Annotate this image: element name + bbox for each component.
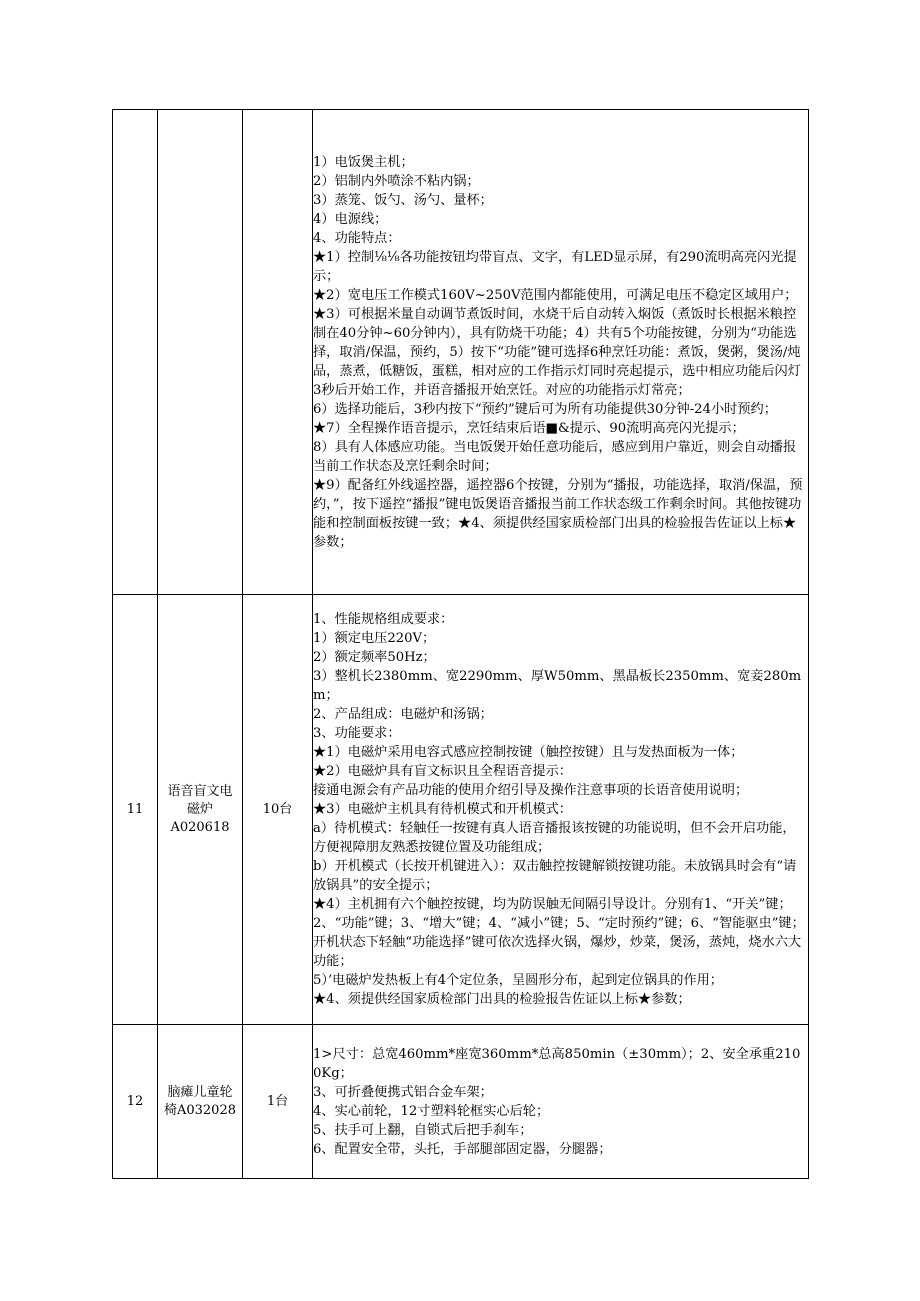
spec-line: 4）电源线； [313, 211, 388, 227]
row-number-cell: 11 [113, 595, 158, 1025]
item-name-line: 脑瘫儿童轮 [167, 1084, 233, 1100]
spec-line: 4、实心前轮，12寸塑料轮框实心后轮； [313, 1103, 550, 1119]
row-number-cell: 12 [113, 1025, 158, 1179]
table-row [113, 1025, 809, 1179]
spec-line: 接通电源会有产品功能的使用介绍引导及操作注意事项的长语音使用说明； [313, 783, 749, 798]
spec-line: 5）’电磁炉发热板上有4个定位条，呈圆形分布，起到定位锅具的作用； [313, 973, 723, 988]
spec-line: 3）整机长2380mm、宽2290mm、厚W50mm、黑晶板长2350mm、宽妾280mm； [313, 669, 802, 703]
table-row [113, 595, 809, 1025]
item-name-cell [158, 110, 243, 595]
spec-line: ★4、须提供经国家质检部门出具的检验报告佐证以上标★参数； [313, 992, 691, 1007]
quantity-cell: 10台 [243, 595, 313, 1025]
spec-line: 1）电饭煲主机； [313, 154, 414, 170]
spec-line: b）开机模式（长按开机键进入）：双击触控按键解锁按键功能。未放锅具时会有“请放锅具”的安全提示； [313, 859, 797, 893]
spec-line: 2、产品组成：电磁炉和汤锅； [313, 707, 493, 722]
spec-line: ★7）全程操作语音提示，烹饪结束后语■&提示、90流明高亮闪光提示； [313, 420, 745, 436]
item-name-cell [158, 1025, 243, 1179]
spec-cell [313, 110, 809, 595]
item-name-line: A020618 [170, 819, 230, 835]
row-number-cell [113, 110, 158, 595]
spec-line: 1>尺寸：总宽460mm*座宽360mm*总高850min（±30mm）；2、安全承重2100Kg； [313, 1046, 801, 1081]
spec-table-body [113, 110, 809, 1179]
spec-line: 3）蒸笼、饭勺、汤勺、量杯； [313, 192, 493, 208]
spec-line: 3、可折叠便携式铝合金车架； [313, 1084, 493, 1100]
table-row [113, 110, 809, 595]
spec-line: 8）具有人体感应功能。当电饭煲开始任意功能后，感应到用户靠近，则会自动播报当前工作状态及烹饪剩余时间； [313, 439, 797, 474]
spec-line: ★9）配备红外线遥控器，遥控器6个按键，分别为“播报，功能选择，取消/保温，预约，”，按下遥控“播报”键电饭煲语音播报当前工作状态级工作剩余时间。其他按键功能和控制面板按键一致；★4、须提供经国家质检部门出具的检验报告佐证以上标★参数； [313, 477, 803, 550]
spec-line: 5、扶手可上翻，自锁式后把手刹车； [313, 1122, 533, 1138]
spec-line: ★1）控制⅛⅛各功能按钮均带盲点、文字，有LED显示屏，有290流明高亮闪光提示； [313, 249, 797, 284]
spec-line: ★3）电磁炉主机具有待机模式和开机模式： [313, 802, 572, 817]
spec-cell [313, 595, 809, 1025]
spec-line: a）待机模式：轻触任一按键有真人语音播报该按键的功能说明，但不会开启功能，方便视障朋友熟悉按键位置及功能组成； [313, 821, 796, 855]
spec-line: ★2）宽电压工作模式160V~250V范围内都能使用，可满足电压不稳定区域用户； [313, 287, 798, 303]
item-name-line: 椅A032028 [163, 1102, 236, 1118]
spec-line: 6）选择功能后，3秒内按下“预约”键后可为所有功能提供30分钟-24小时预约； [313, 401, 777, 417]
spec-line: 2）额定频率50Hz； [313, 650, 436, 665]
spec-line: 4、功能特点： [313, 230, 401, 246]
spec-line: ★2）电磁炉具有盲文标识且全程语音提示： [313, 764, 572, 779]
spec-line: 2）铝制内外喷涂不粘内锅； [313, 173, 480, 189]
spec-line: 6、配置安全带，头托，手部腿部固定器，分腿器； [313, 1141, 612, 1157]
spec-line: 3、功能要求： [313, 726, 401, 741]
spec-line: ★1）电磁炉采用电容式感应控制按键（触控按键）且与发热面板为一体； [313, 745, 744, 760]
item-name-cell [158, 595, 243, 1025]
quantity-cell [243, 110, 313, 595]
spec-cell [313, 1025, 809, 1179]
spec-line: ★4）主机拥有六个触控按键，均为防误触无间隔引导设计。分别有1、“开关”键；2、“功能”键；3、“增大”键；4、“减小”键；5、“定时预约”键；6、“智能驱虫”键；开机状态下轻触“功能选择”键可依次选择火锅，爆炒，炒菜，煲汤，蒸炖，烧水六大功能； [313, 897, 805, 969]
spec-line: 1、性能规格组成要求： [313, 612, 454, 627]
spec-line: ★3）可根据米量自动调节煮饭时间，水烧干后自动转入焖饭（煮饭时长根据米粮控制在40分钟~60分钟内），具有防烧干功能；4）共有5个功能按键，分别为“功能选择，取消/保温，预约，5）按下“功能”键可选择6种烹饪功能：煮饭，煲粥，煲汤/炖品，蒸煮，低糖饭，蛋糕，相对应的工作指示灯同时亮起提示，选中相应功能后闪灯3秒后开始工作，并语音播报开始烹饪。对应的功能指示灯常亮； [313, 306, 801, 398]
item-name-line: 磁炉 [186, 801, 213, 817]
item-name-line: 语音盲文电 [167, 783, 233, 799]
quantity-cell: 1台 [243, 1025, 313, 1179]
spec-line: 1）额定电压220V； [313, 631, 436, 646]
spec-table [112, 109, 809, 1179]
